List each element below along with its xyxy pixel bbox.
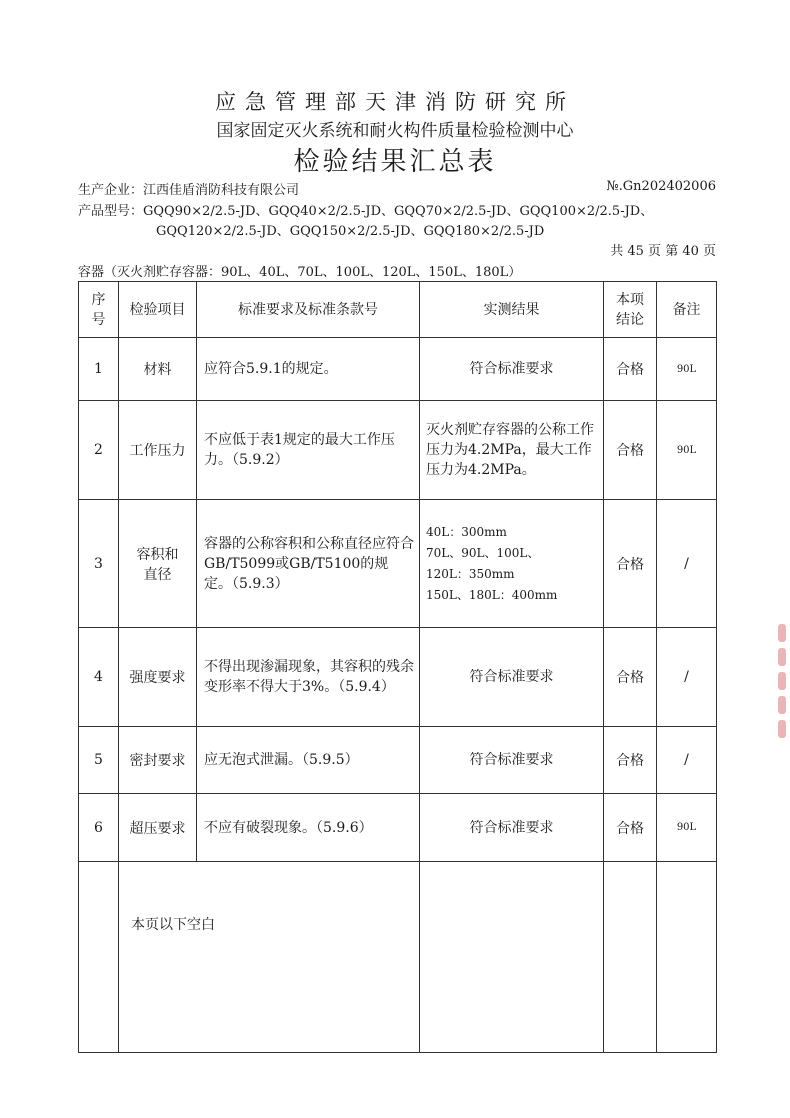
row-result: 符合标准要求: [420, 727, 604, 794]
row-conclusion: 合格: [604, 794, 657, 862]
blank-cell: [79, 862, 119, 1053]
seal-fragment: [770, 618, 790, 748]
row-remark: 90L: [657, 794, 717, 862]
row-remark: 90L: [657, 338, 717, 401]
row-remark: 90L: [657, 401, 717, 500]
company-line: [78, 179, 299, 198]
row-remark: /: [657, 500, 717, 628]
row-result: 符合标准要求: [420, 794, 604, 862]
table-row: [79, 401, 717, 500]
table-row: [79, 338, 717, 401]
row-result: 40L：300mm 70L、90L、100L、 120L：350mm 150L、180L：400mm: [420, 500, 604, 628]
document-number: №.Gn202402006: [606, 179, 716, 194]
row-seq: 3: [79, 500, 119, 628]
row-conclusion: 合格: [604, 500, 657, 628]
row-seq: 4: [79, 628, 119, 727]
row-result: 符合标准要求: [420, 338, 604, 401]
row-seq: 6: [79, 794, 119, 862]
model-list-2: GQQ120×2/2.5-JD、GQQ150×2/2.5-JD、GQQ180×2/2.5-JD: [156, 224, 545, 239]
model-label: 产品型号：: [78, 204, 144, 219]
center-name: 国家固定灭火系统和耐火构件质量检验检测中心: [216, 121, 574, 141]
org-name: 应急管理部天津消防研究所: [215, 90, 575, 114]
blank-row: [79, 862, 717, 1053]
row-item: 强度要求: [119, 628, 197, 727]
row-seq: 5: [79, 727, 119, 794]
row-requirement: 不应有破裂现象。（5.9.6）: [197, 794, 420, 862]
row-item: 超压要求: [119, 794, 197, 862]
row-seq: 1: [79, 338, 119, 401]
row-result: 符合标准要求: [420, 628, 604, 727]
table-row: [79, 628, 717, 727]
row-requirement: 不得出现渗漏现象，其容积的残余变形率不得大于3%。（5.9.4）: [197, 628, 420, 727]
blank-cell: [420, 862, 604, 1053]
model-line-1: [78, 200, 653, 219]
row-item: 工作压力: [119, 401, 197, 500]
row-requirement: 应符合5.9.1的规定。: [197, 338, 420, 401]
category-heading: 容器（灭火剂贮存容器：90L、40L、70L、100L、120L、150L、180L）: [78, 265, 522, 280]
row-item: 容积和 直径: [119, 500, 197, 628]
header-seq: 序 号: [79, 282, 119, 338]
table-row: [79, 794, 717, 862]
row-conclusion: 合格: [604, 401, 657, 500]
row-requirement: 不应低于表1规定的最大工作压力。（5.9.2）: [197, 401, 420, 500]
row-seq: 2: [79, 401, 119, 500]
table-row: [79, 727, 717, 794]
row-conclusion: 合格: [604, 338, 657, 401]
company-label: 生产企业：: [78, 183, 144, 198]
header-conclusion: 本项 结论: [604, 282, 657, 338]
row-conclusion: 合格: [604, 628, 657, 727]
row-item: 材料: [119, 338, 197, 401]
row-conclusion: 合格: [604, 727, 657, 794]
row-requirement: 容器的公称容积和公称直径应符合GB/T5099或GB/T5100的规定。（5.9.3）: [197, 500, 420, 628]
blank-cell: [657, 862, 717, 1053]
document-title: 检验结果汇总表: [293, 147, 497, 177]
blank-note: 本页以下空白: [131, 917, 215, 933]
row-item: 密封要求: [119, 727, 197, 794]
header-remark: 备注: [657, 282, 717, 338]
results-table: [78, 281, 717, 1053]
row-remark: /: [657, 727, 717, 794]
row-requirement: 应无泡式泄漏。（5.9.5）: [197, 727, 420, 794]
table-header-row: [79, 282, 717, 338]
row-result: 灭火剂贮存容器的公称工作压力为4.2MPa，最大工作压力为4.2MPa。: [420, 401, 604, 500]
header-item: 检验项目: [119, 282, 197, 338]
table-row: [79, 500, 717, 628]
header-result: 实测结果: [420, 282, 604, 338]
blank-note-cell: [119, 862, 420, 1053]
model-list-1: GQQ90×2/2.5-JD、GQQ40×2/2.5-JD、GQQ70×2/2.5-JD、GQQ100×2/2.5-JD、: [143, 204, 654, 219]
header-requirement: 标准要求及标准条款号: [197, 282, 420, 338]
page-info: 共 45 页 第 40 页: [610, 244, 716, 259]
blank-cell: [604, 862, 657, 1053]
row-remark: /: [657, 628, 717, 727]
company-name: 江西佳盾消防科技有限公司: [143, 183, 300, 198]
